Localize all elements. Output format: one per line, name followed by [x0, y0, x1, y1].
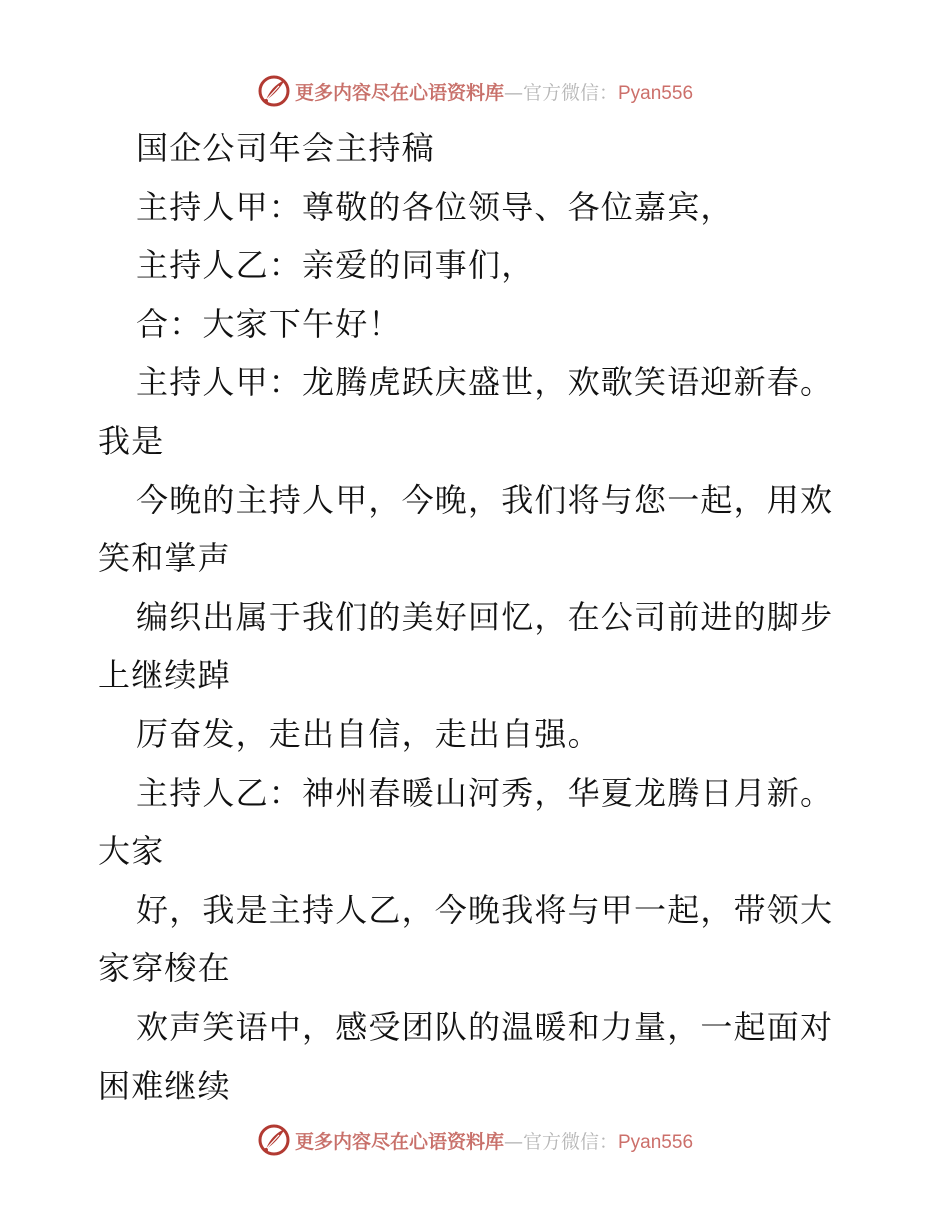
- document-line: 大家: [98, 832, 165, 871]
- header-separator: —: [503, 81, 523, 104]
- document-line: 困难继续: [98, 1066, 231, 1105]
- footer-watermark-text: [295, 1127, 693, 1154]
- document-body: [98, 119, 858, 1115]
- footer-label: 官方微信：: [522, 1130, 618, 1153]
- document-line: 上继续踔: [98, 656, 231, 695]
- header-brand: 更多内容尽在心语资料库: [294, 81, 504, 104]
- document-line: 厉奋发，走出自信，走出自强。: [136, 714, 601, 753]
- document-line: 主持人乙：亲爱的同事们，: [136, 246, 535, 285]
- document-line: 好，我是主持人乙，今晚我将与甲一起，带领大: [136, 890, 834, 929]
- document-line: 欢声笑语中，感受团队的温暖和力量，一起面对: [136, 1007, 834, 1046]
- header-watermark-text: [295, 78, 693, 105]
- footer-brand: 更多内容尽在心语资料库: [294, 1130, 504, 1153]
- feather-pen-logo-icon: [257, 1123, 291, 1157]
- footer-handle: Pyan556: [618, 1131, 694, 1153]
- footer-separator: —: [503, 1130, 523, 1153]
- feather-pen-logo-icon: [257, 74, 291, 108]
- document-line: 笑和掌声: [98, 539, 231, 578]
- document-line: 国企公司年会主持稿: [136, 129, 435, 167]
- document-line: 主持人甲：龙腾虎跃庆盛世，欢歌笑语迎新春。: [136, 363, 834, 402]
- document-line: 今晚的主持人甲，今晚，我们将与您一起，用欢: [136, 480, 834, 519]
- document-line: 主持人乙：神州春暖山河秀，华夏龙腾日月新。: [136, 773, 834, 812]
- document-line: 家穿梭在: [98, 949, 231, 988]
- header-label: 官方微信：: [522, 81, 618, 104]
- footer-watermark-banner: [0, 1120, 950, 1160]
- document-line: 编织出属于我们的美好回忆，在公司前进的脚步: [136, 597, 834, 636]
- document-line: 主持人甲：尊敬的各位领导、各位嘉宾，: [136, 187, 734, 226]
- header-watermark-banner: [0, 71, 950, 111]
- header-handle: Pyan556: [618, 82, 694, 104]
- document-line: 我是: [98, 421, 165, 460]
- document-line: 合：大家下午好！: [136, 304, 402, 343]
